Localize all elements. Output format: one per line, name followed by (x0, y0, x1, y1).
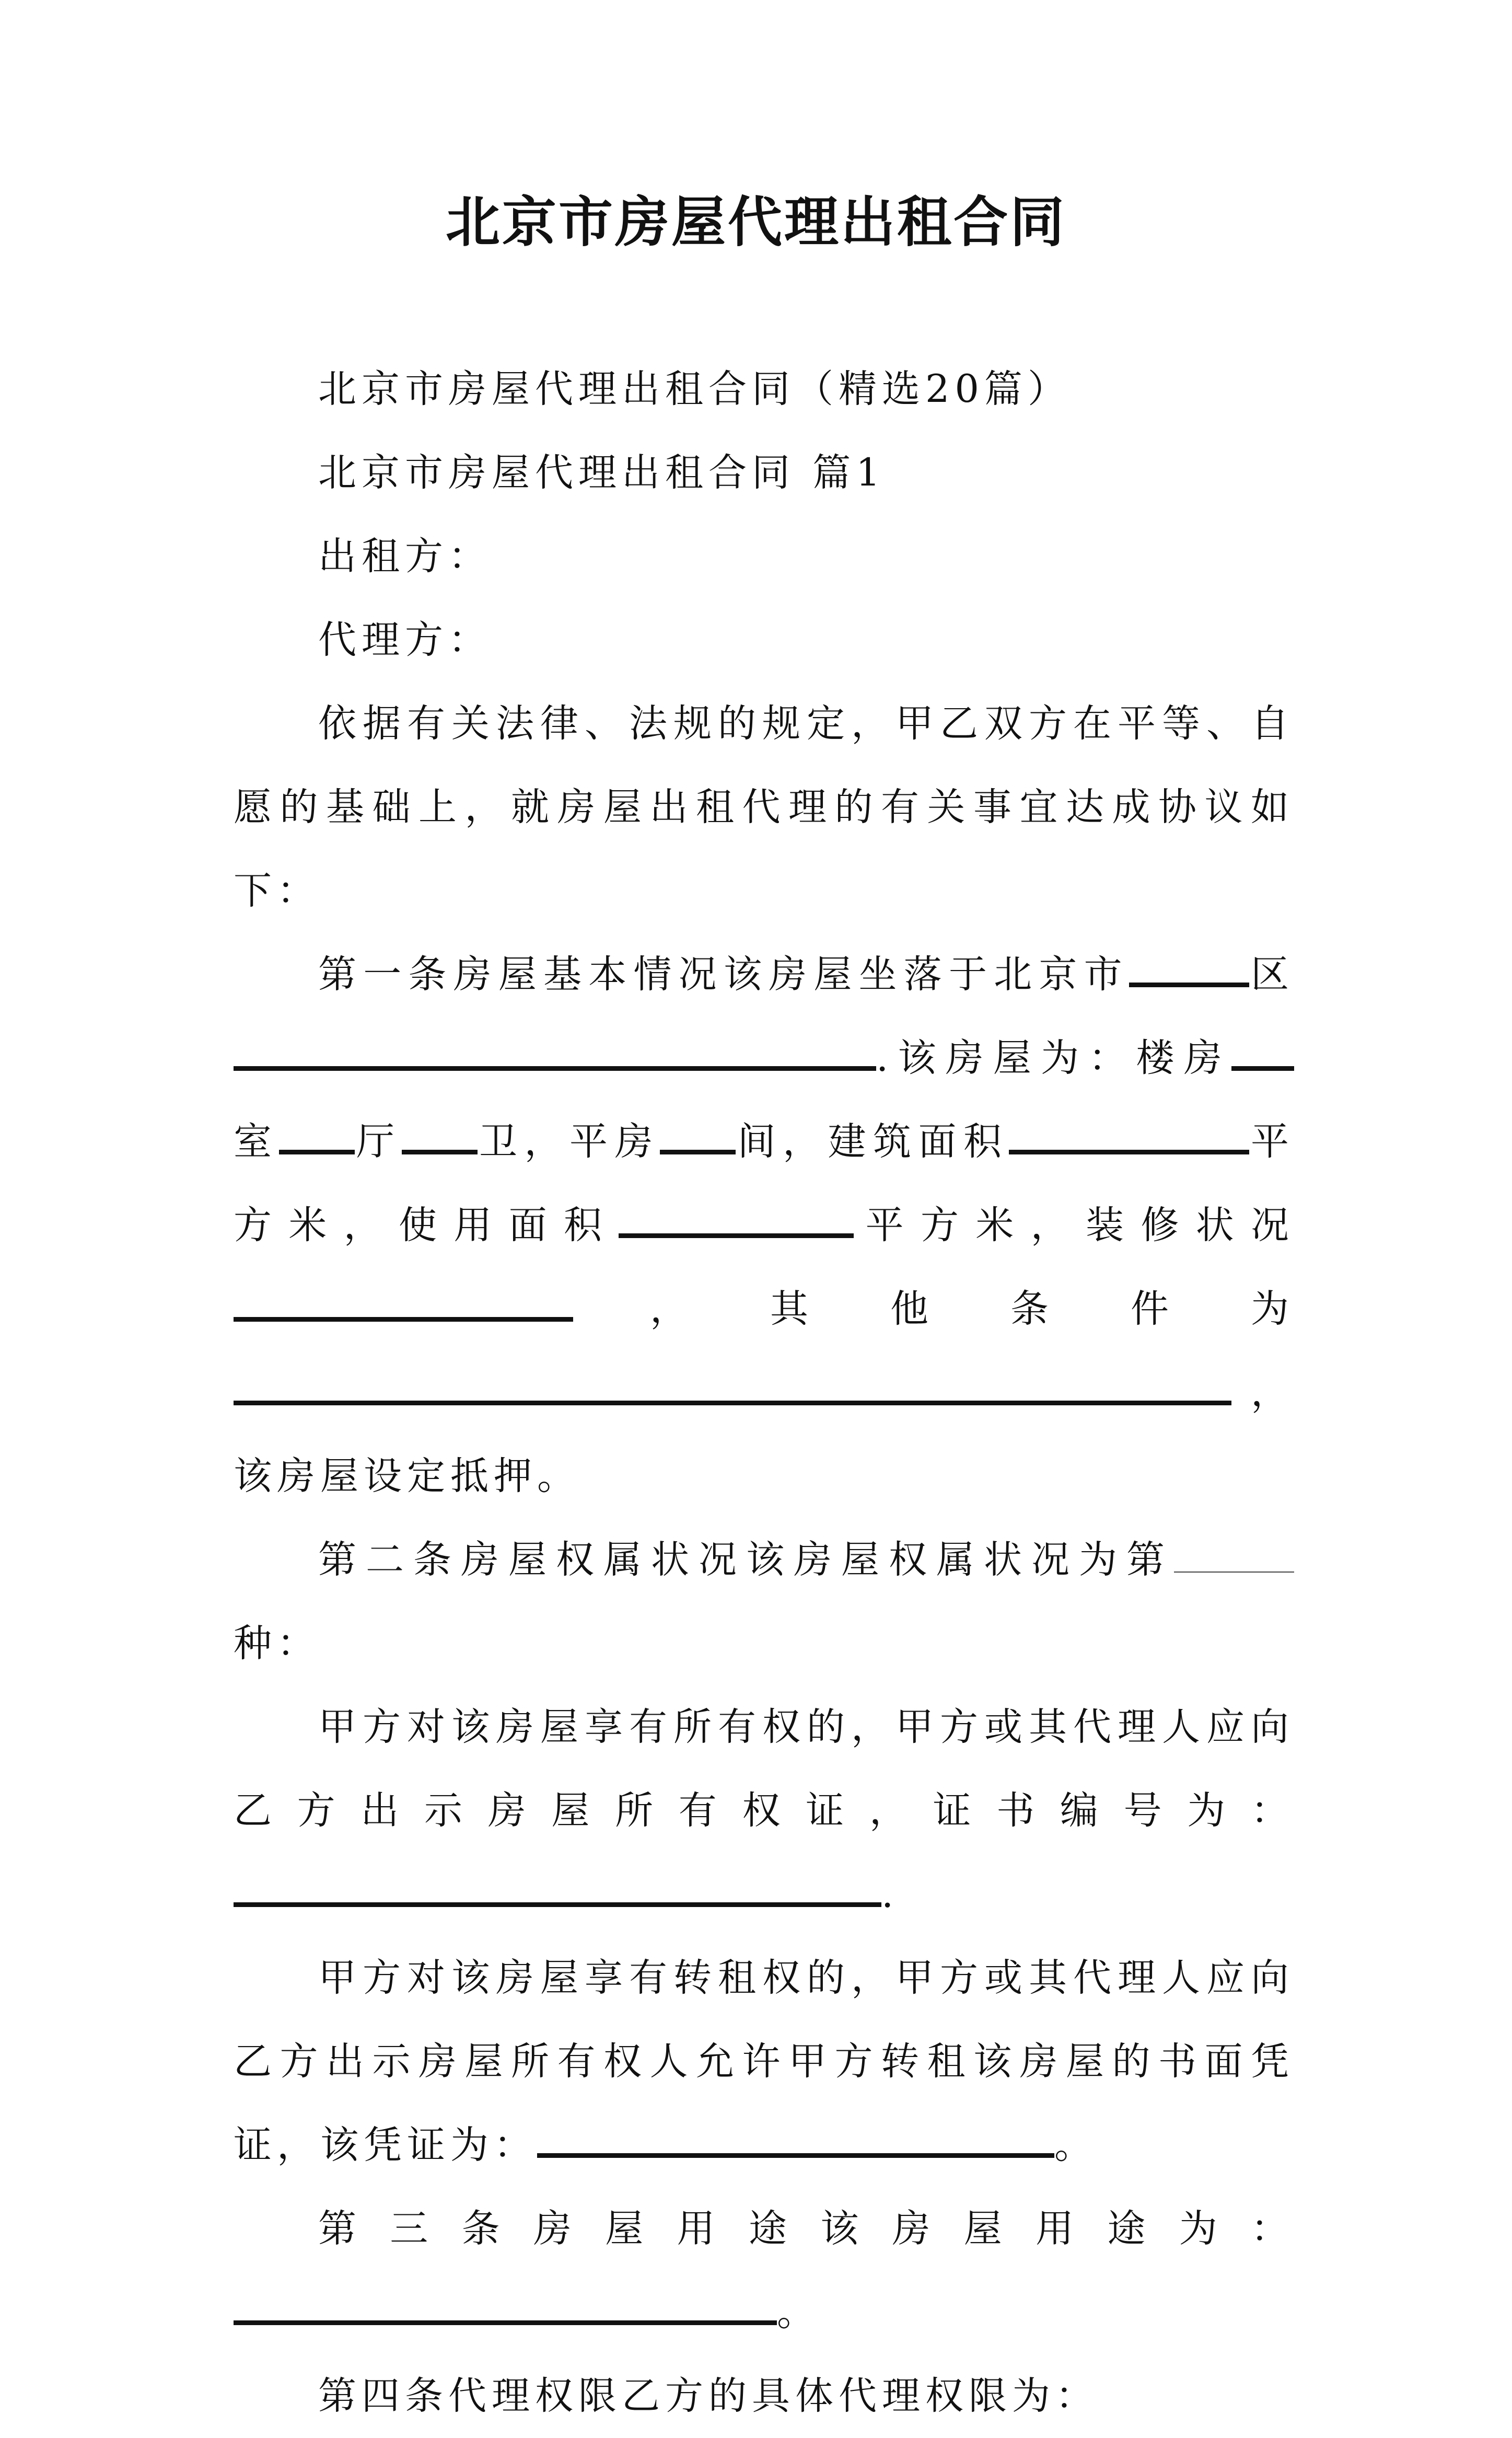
article-1-text-1: 第一条房屋基本情况该房屋坐落于北京市 (318, 952, 1129, 997)
ownership-text: 甲方对该房屋享有所有权的，甲方或其代理人应向乙方出示房屋所有权证，证书编号为： (234, 1705, 1294, 1833)
article-1-text-5: 厅 (354, 1119, 402, 1164)
usage-blank (234, 2320, 777, 2325)
rooms-blank (1231, 1066, 1294, 1071)
certificate-number-blank (234, 1902, 881, 1907)
article-1-text-2: 区 (1249, 952, 1295, 997)
subtitle-line: 北京市房屋代理出租合同（精选20篇） (318, 367, 1071, 411)
sublease-text: 甲方对该房屋享有转租权的，甲方或其代理人应向乙方出示房屋所有权人允许甲方转租该房屋的书面凭证，该凭证为： (234, 1956, 1294, 2167)
sublease-paragraph (234, 1936, 1294, 2187)
chapter-heading: 北京市房屋代理出租合同 篇1 (318, 450, 886, 495)
article-2-end: 种： (234, 1621, 320, 1666)
voucher-blank (537, 2153, 1054, 2158)
lessor-line: 出租方： (318, 534, 492, 579)
article-3-end: 。 (777, 2290, 820, 2335)
bungalow-blank (660, 1149, 736, 1154)
decoration-blank (234, 1316, 573, 1322)
ownership-end: . (881, 1872, 899, 1916)
article-2-text: 第二条房屋权属状况该房屋权属状况为第 (318, 1538, 1174, 1582)
article-1-text-6: 卫，平房 (477, 1119, 660, 1164)
article-1-text-4: 室 (234, 1119, 279, 1164)
article-1-text-7: 间，建筑面积 (736, 1119, 1009, 1164)
article-1-text-11: ，该房屋设定抵押。 (234, 1370, 1294, 1498)
halls-blank (279, 1149, 355, 1154)
sublease-end: 。 (1054, 2123, 1098, 2167)
document-body (234, 348, 1294, 2438)
address-blank (234, 1066, 876, 1071)
article-1-text-9: 平方米，装修状况 (854, 1203, 1295, 1247)
article-1-text-8: 平方米，使用面积 (234, 1119, 1294, 1247)
usable-area-blank (619, 1233, 854, 1238)
article-3-paragraph (234, 2187, 1294, 2354)
building-area-blank (1009, 1149, 1249, 1154)
article-1-text-10: ，其他条件为 (573, 1287, 1294, 1331)
other-conditions-blank (234, 1400, 1231, 1405)
bathrooms-blank (402, 1149, 478, 1154)
ownership-paragraph (234, 1685, 1294, 1936)
article-1-text-3: .该房屋为：楼房 (876, 1036, 1231, 1080)
article-1-paragraph (234, 933, 1294, 1518)
district-blank (1129, 982, 1249, 987)
article-3-text: 第三条房屋用途该房屋用途为： (318, 2206, 1294, 2251)
document-title: 北京市房屋代理出租合同 (445, 190, 1066, 254)
intro-paragraph: 依据有关法律、法规的规定，甲乙双方在平等、自愿的基础上，就房屋出租代理的有关事宜达成协议如下： (234, 701, 1294, 913)
agent-line: 代理方： (318, 618, 492, 662)
article-2-paragraph (234, 1518, 1294, 1685)
article-4-paragraph: 第四条代理权限乙方的具体代理权限为： (318, 2374, 1099, 2418)
type-blank (1174, 1571, 1294, 1573)
